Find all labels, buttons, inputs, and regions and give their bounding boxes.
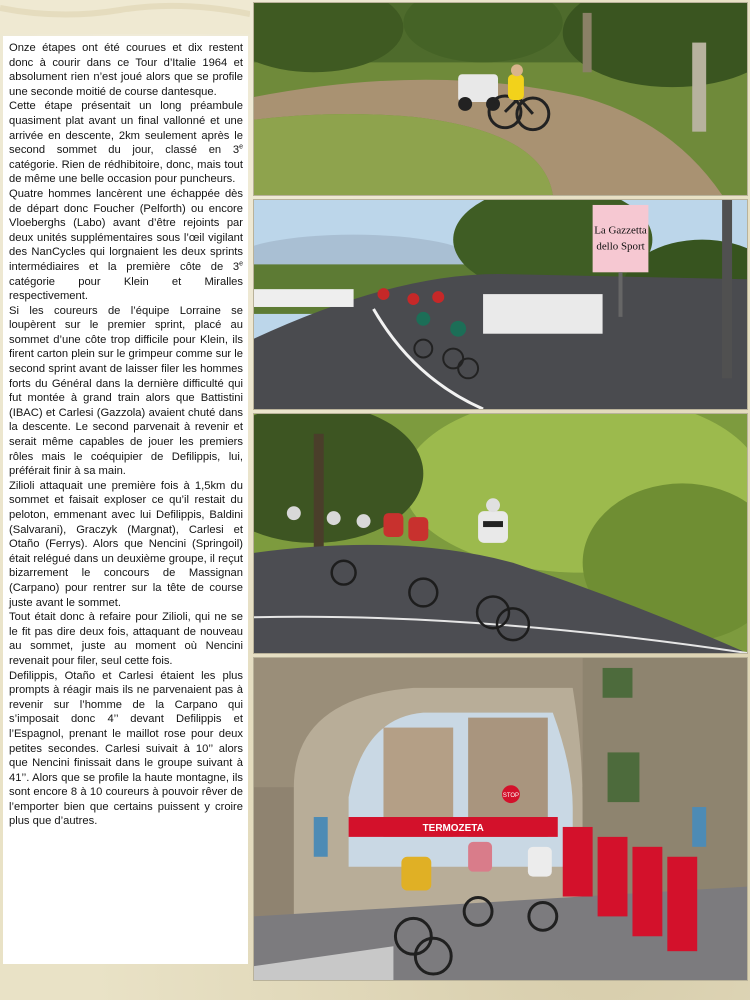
paragraph-lorraine: Si les coureurs de l’équipe Lorraine se loupèrent sur le premier sprint, placé au sommet d’une côte trop difficile pour Klein, ils firent carton plein sur le grimpeur comme sur le second sprint avant de laisser filer les hommes forts du Général dans la dernière difficulté qui fut montée à grand train alors que Battistini (IBAC) et Carlesi (Gazzola) avaient chuté dans la descente. Le second parvenait à revenir et serait même capables de jouer les premiers rôles mais le coéquipier de Defilippis, lui, préférait finir à sa main.: [9, 304, 243, 478]
stop-sign: STOP: [502, 793, 520, 800]
text-segment: catégorie. Rien de rédhibitoire, donc, mais tout de même une belle occasion pour puncheurs.: [9, 158, 243, 186]
text-segment: catégorie pour Klein et Miralles respectivement.: [9, 275, 243, 303]
paper-texture: [0, 0, 250, 34]
superscript: e: [239, 260, 243, 268]
gazzetta-sign-line2: dello Sport: [596, 240, 645, 253]
termozeta-banner: TERMOZETA: [422, 822, 484, 834]
photo-peloton-gazzetta: [253, 199, 748, 410]
photo-leader-dirt-road: [253, 2, 748, 196]
text-segment: Cette étape présentait un long préambule quasiment plat avant un final vallonné et une arrivée en descente, 2km seulement après le second sommet du jour, classé en 3: [9, 100, 243, 157]
gazzetta-sign-line1: La Gazzetta: [594, 224, 647, 237]
paragraph-intro: Onze étapes ont été courues et dix restent donc à courir dans ce Tour d’Italie 1964 et absolument rien n’est joué alors que se profile une seconde moitié de course dantesque.: [9, 42, 243, 98]
photo-sprint-finish: [253, 657, 748, 981]
text-segment: Quatre hommes lancèrent une échappée dès de départ donc Foucher (Pelforth) ou encore Vloeberghs (Labo) avant d’être rejoints par deux unités supplémentaires sous l’œil vigilant des NanCycles qui lorgnaient les deux sprints intermédiaires et la première côte de 3: [9, 187, 243, 273]
paragraph-stage-profile: [9, 99, 243, 187]
article-text: [3, 36, 248, 964]
paragraph-finish: Defilippis, Otaño et Carlesi étaient les plus prompts à réagir mais ils ne parvenaient pas à revenir sur l’homme de la Carpano qui s’imposait donc 4’’ devant Defilippis et l’Espagnol, prenant le maillot rose pour deux petites secondes. Carlesi suivait à 10’’ alors que Nencini finissait dans le groupe suivant à 41’’. Alors que se profile la haute montagne, ils sont encore 8 à 10 coureurs à pouvoir rêver de l’emporter bien que certains puissent y croire plus que d’autres.: [9, 669, 243, 828]
paragraph-zilioli-attack: Zilioli attaquait une première fois à 1,5km du sommet et faisait exploser ce qu’il restait du peloton, emmenant avec lui Defilippis, Baldini (Salvarani), Graczyk (Margnat), Carlesi et Otaño (Ferrys). Alors que Nencini (Springoil) était relégué dans un deuxième groupe, il reçut bizarrement le concours de Massignan (Carpano) pour rentrer sur la tête de course juste avant le sommet.: [9, 479, 243, 609]
paragraph-breakaway: [9, 187, 243, 304]
photo-riders-forest: [253, 413, 748, 654]
superscript: e: [239, 143, 243, 151]
paragraph-second-attack: Tout était donc à refaire pour Zilioli, qui ne se le fit pas dire deux fois, attaquant de nouveau au sommet, juste au moment où Nencini revenait pour filer, seul cette fois.: [9, 611, 243, 667]
